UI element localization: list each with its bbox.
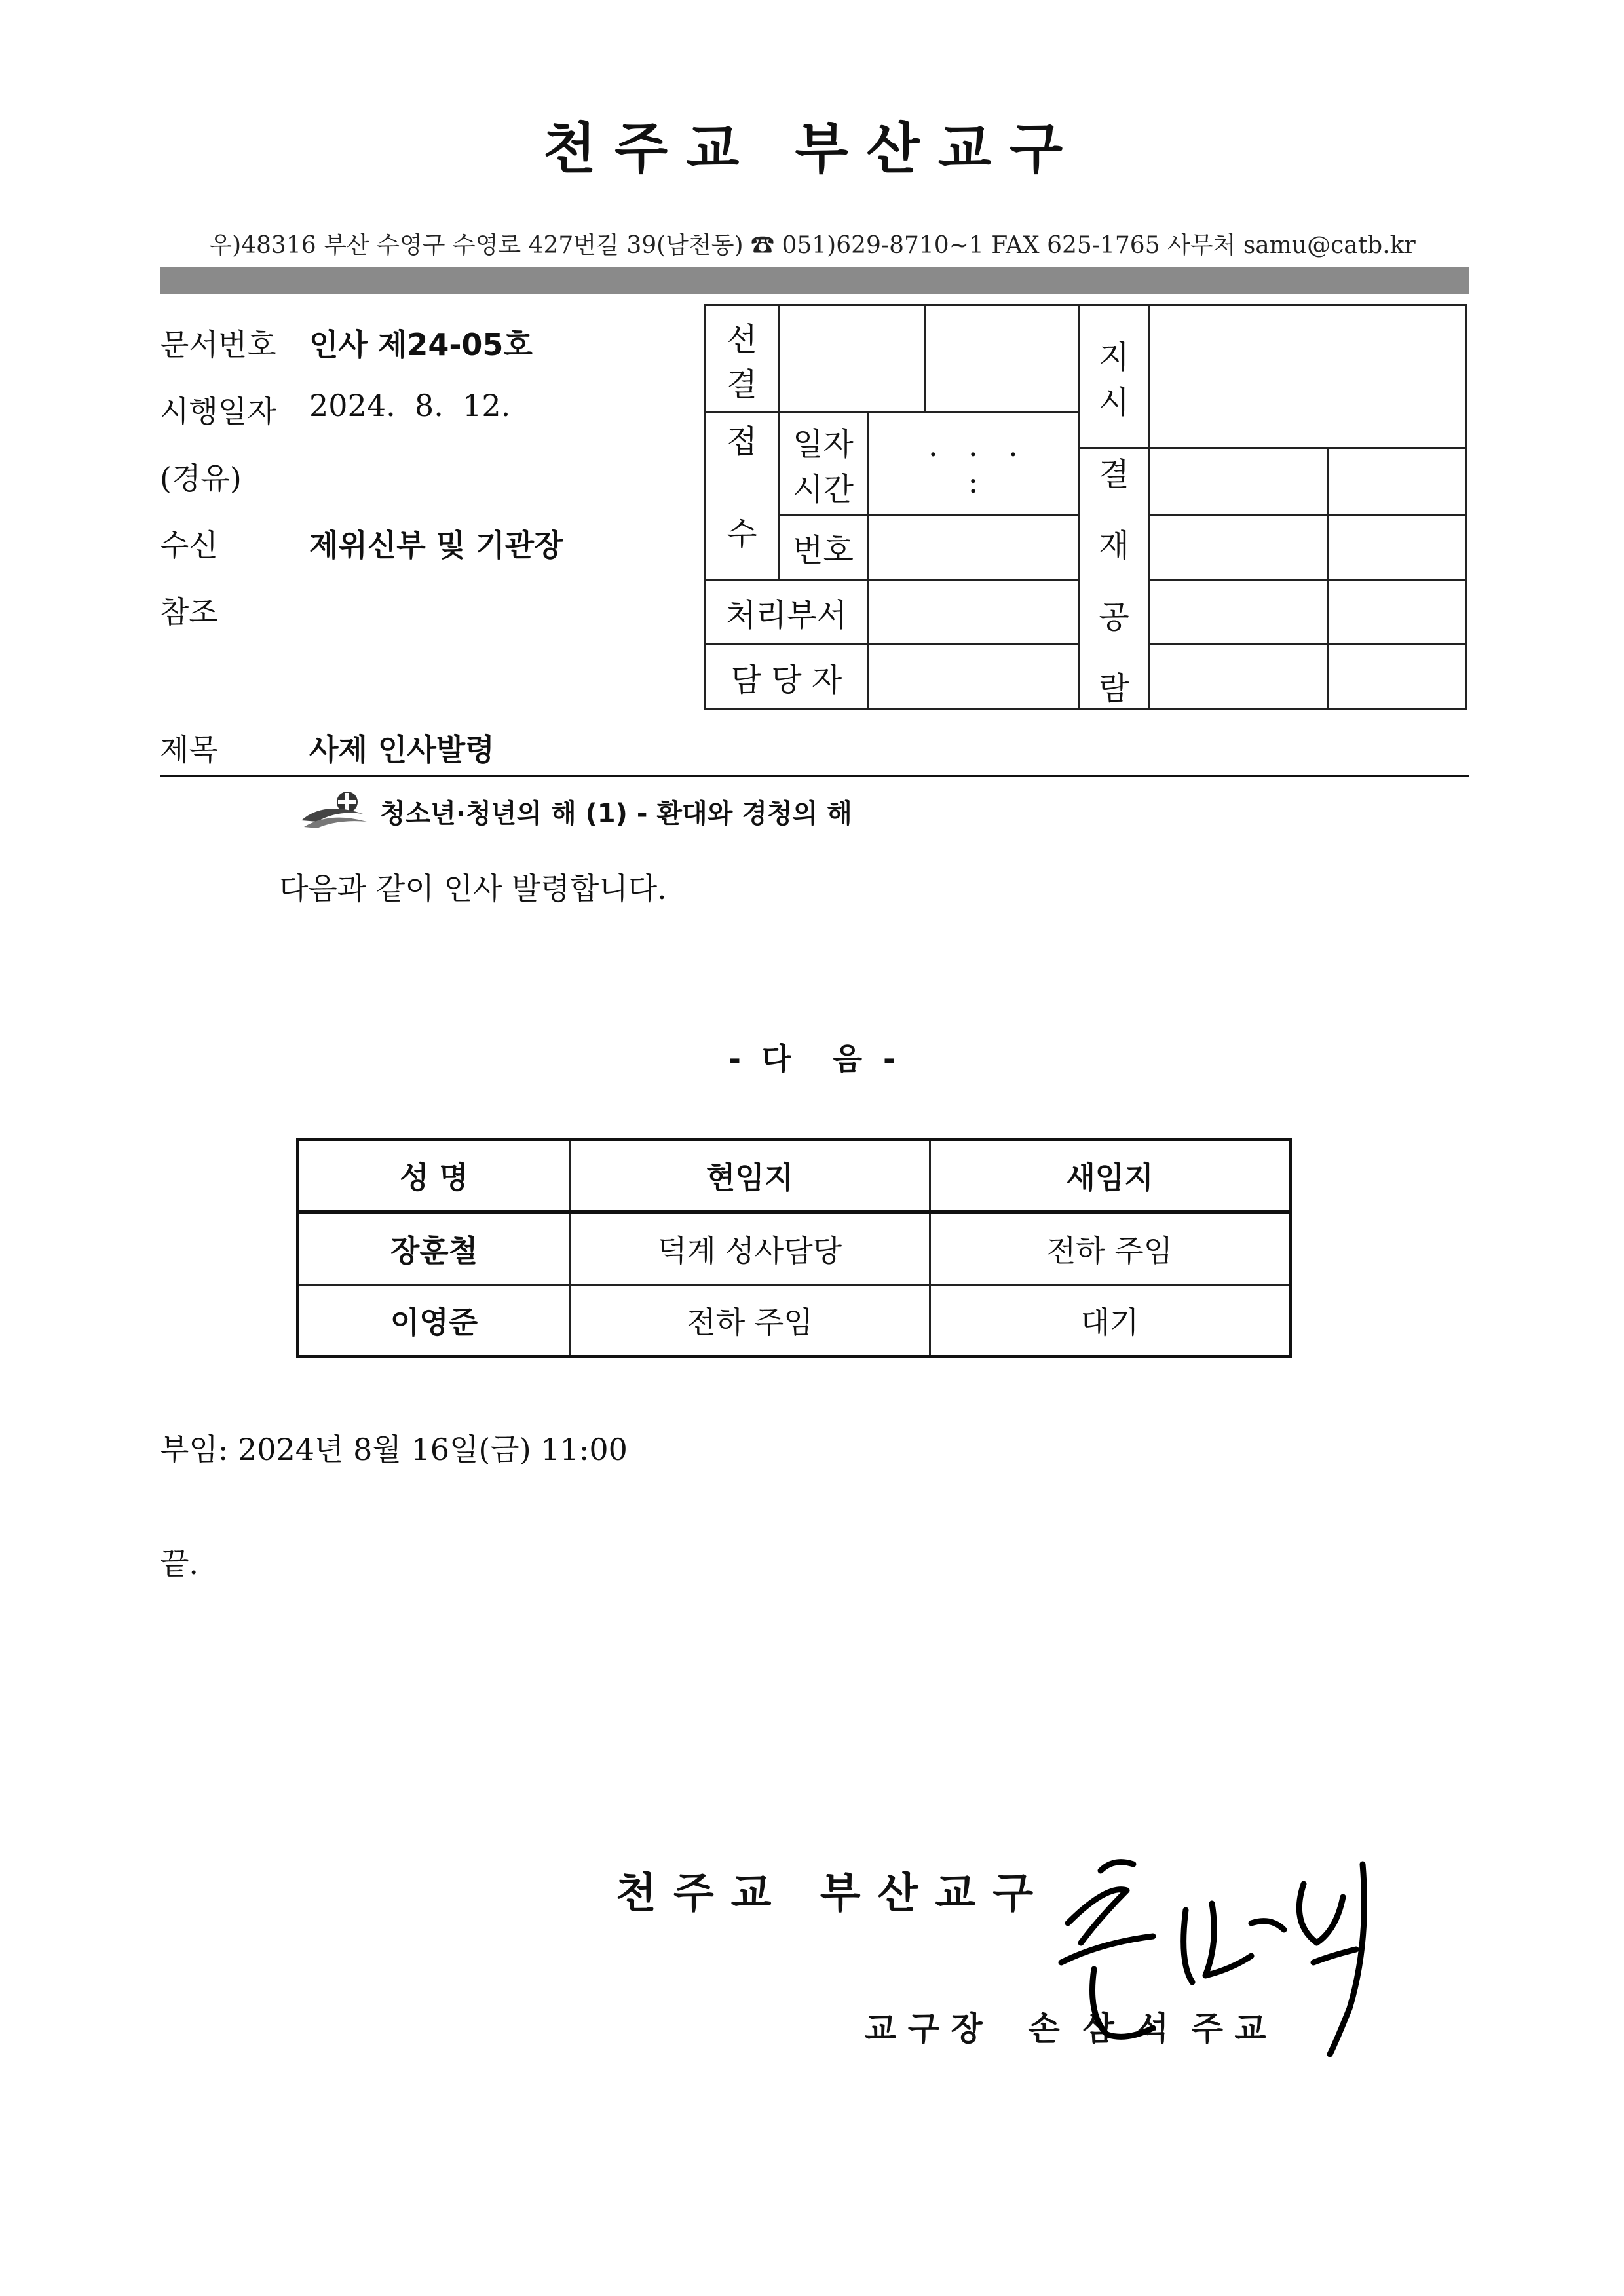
jisi-1: 지 [1099,338,1129,375]
header-band [160,267,1469,294]
subject-value: 사제 인사발령 [309,732,495,767]
date-row-label: 일자 [793,425,854,463]
seongyeol-box-2 [926,305,1079,413]
next-heading: - 다 음 - [728,1041,896,1077]
handwritten-signature [1055,1845,1395,2061]
dept-label: 처리부서 [706,580,868,645]
time-row-label: 시간 [793,470,854,508]
row-name: 이영준 [298,1285,570,1357]
gyeoljae-3: 공 [1099,599,1129,636]
approval-table [704,304,1467,710]
gyeoljae-1: 결 [1099,456,1129,493]
doc-no-value: 인사 제24-05호 [309,327,533,362]
gyeoljae-cell [1079,448,1150,710]
jeopsu-1: 접 [727,423,757,460]
gongnam-box-2a [1150,515,1328,580]
seongyeol-2: 결 [727,366,757,403]
gongnam-box-3b [1328,580,1467,645]
recipient-label: 수신 [160,527,218,563]
seongyeol-box-1 [779,305,926,413]
header-name: 성 명 [298,1139,570,1213]
gongnam-box-1b [1328,448,1467,516]
number-label: 번호 [779,515,868,580]
address-line: 우)48316 부산 수영구 수영로 427번길 39(남천동) ☎ 051)629-8710~1 FAX 625-1765 사무처 samu@catb.kr [209,232,1416,259]
time-placeholder: : [968,463,979,501]
via-label: (경유) [160,461,242,496]
gongnam-box-4a [1150,645,1328,710]
date-value: 2024. 8. 12. [309,388,511,423]
row-current: 전하 주임 [570,1285,930,1357]
gongnam-box-2b [1328,515,1467,580]
recipient-value: 제위신부 및 기관장 [309,527,563,563]
jeopsu-2: 수 [727,516,757,552]
signature-org: 천주교 부산교구 [616,1869,1051,1918]
gyeoljae-4: 람 [1099,670,1129,707]
gongnam-box-3a [1150,580,1328,645]
document-title: 천주교 부산교구 [542,117,1082,181]
header-current: 현임지 [570,1139,930,1213]
seongyeol-1: 선 [727,320,757,358]
row-new: 대기 [930,1285,1291,1357]
row-name: 장훈철 [298,1212,570,1285]
slogan-text: 청소년·청년의 해 (1) - 환대와 경청의 해 [380,799,852,829]
manager-label: 담 당 자 [706,645,868,710]
jeopsu-cell [706,413,779,581]
end-mark: 끝. [160,1546,199,1581]
date-label: 시행일자 [160,394,276,429]
jisi-cell [1079,305,1150,448]
row-current: 덕계 성사담당 [570,1212,930,1285]
subject-rule [160,775,1469,777]
appointment-line: 부임: 2024년 8월 16일(금) 11:00 [160,1432,628,1467]
table-row [298,1285,1291,1357]
subject-label: 제목 [160,732,218,767]
gongnam-box-1a [1150,448,1328,516]
date-time-value-cell [868,413,1079,516]
gyeoljae-2: 재 [1099,527,1129,564]
seongyeol-cell [706,305,779,413]
table-row [298,1212,1291,1285]
row-new: 전하 주임 [930,1212,1291,1285]
body-text: 다음과 같이 인사 발령합니다. [279,871,667,906]
doc-no-label: 문서번호 [160,327,276,362]
number-value [868,515,1079,580]
jisi-box [1150,305,1467,448]
jisi-2: 시 [1099,383,1129,421]
header-new: 새임지 [930,1139,1291,1213]
manager-value [868,645,1079,710]
diocese-emblem-icon [297,788,371,833]
reference-label: 참조 [160,594,218,630]
signature-name-line: 교 구 장 손 삼 석 주 교 [865,2010,1266,2048]
date-time-label-cell [779,413,868,516]
personnel-table [296,1138,1292,1358]
gongnam-box-4b [1328,645,1467,710]
dept-value [868,580,1079,645]
date-placeholder: . . . [928,427,1019,464]
